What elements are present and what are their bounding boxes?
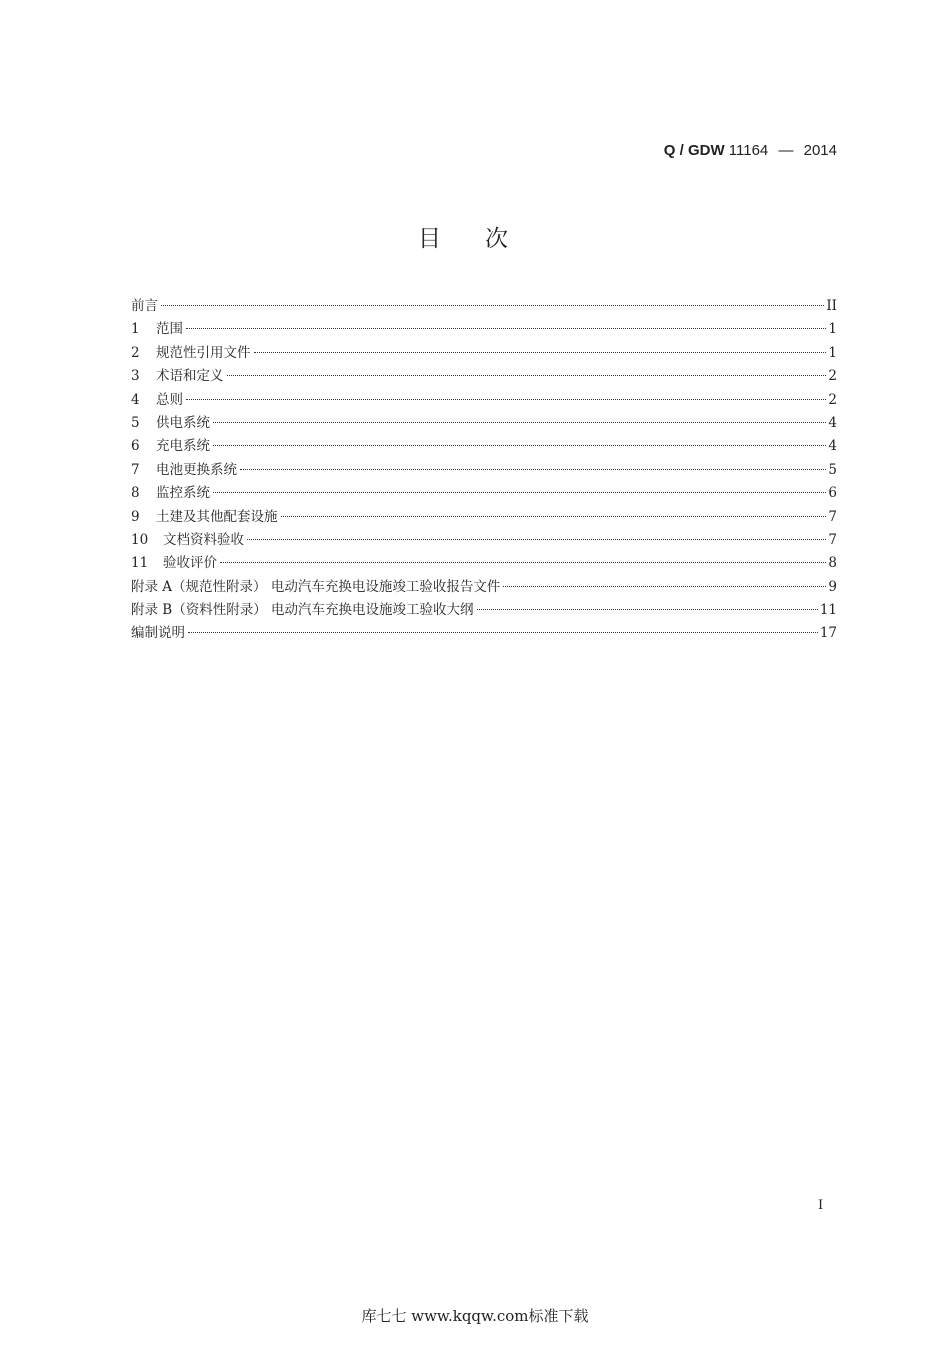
toc-entry-label: 土建及其他配套设施 xyxy=(156,508,278,525)
toc-dot-leader xyxy=(247,539,826,540)
toc-entry-4[interactable] xyxy=(131,389,837,412)
toc-entry-label: 验收评价 xyxy=(163,555,217,572)
toc-entry-label: 供电系统 xyxy=(156,414,210,431)
toc-entry-label: 总则 xyxy=(156,391,183,408)
toc-entry-label: 文档资料验收 xyxy=(163,531,244,548)
toc-entry-page: 6 xyxy=(828,485,837,502)
standard-separator: — xyxy=(778,142,794,159)
toc-entry-8[interactable] xyxy=(131,482,837,505)
toc-entry-compilation-notes[interactable] xyxy=(131,622,837,645)
toc-entry-page: 5 xyxy=(828,461,837,478)
toc-entry-label: 前言 xyxy=(131,298,158,314)
toc-title: 目次 xyxy=(418,226,552,252)
toc-entry-page: 1 xyxy=(828,344,837,361)
toc-dot-leader xyxy=(240,469,826,470)
toc-dot-leader xyxy=(186,399,826,400)
toc-dot-leader xyxy=(213,422,826,423)
toc-entry-page: 7 xyxy=(828,531,837,548)
toc-entry-foreword[interactable] xyxy=(131,295,837,318)
toc-entry-page: 17 xyxy=(819,625,837,642)
toc-entry-number: 8 xyxy=(131,485,140,502)
toc-entry-3[interactable] xyxy=(131,365,837,388)
toc-dot-leader xyxy=(213,492,826,493)
toc-entry-number: 7 xyxy=(131,461,140,478)
toc-entry-page: 11 xyxy=(819,602,837,619)
toc-entry-number: 6 xyxy=(131,438,140,455)
toc-entry-number: 10 xyxy=(131,531,149,548)
toc-entry-number: 2 xyxy=(131,344,140,361)
page-number: I xyxy=(818,1198,824,1213)
toc-entry-appendix-b[interactable] xyxy=(131,599,837,622)
toc-entry-label: 充电系统 xyxy=(156,438,210,455)
toc-entry-page: 1 xyxy=(828,321,837,338)
toc-entry-page: 8 xyxy=(828,555,837,572)
standard-year: 2014 xyxy=(803,142,837,159)
toc-entry-7[interactable] xyxy=(131,459,837,482)
toc-entry-number: 3 xyxy=(131,368,140,385)
table-of-contents xyxy=(131,295,837,646)
toc-entry-11[interactable] xyxy=(131,552,837,575)
toc-entry-5[interactable] xyxy=(131,412,837,435)
toc-entry-number: 1 xyxy=(131,321,140,338)
toc-entry-page: 2 xyxy=(828,391,837,408)
toc-entry-page: 4 xyxy=(828,438,837,455)
toc-dot-leader xyxy=(227,375,827,376)
standard-number: 11164 xyxy=(728,142,769,159)
toc-dot-leader xyxy=(186,328,826,329)
toc-entry-1[interactable] xyxy=(131,318,837,341)
toc-entry-10[interactable] xyxy=(131,529,837,552)
toc-entry-number: 11 xyxy=(131,555,149,572)
toc-entry-label: 术语和定义 xyxy=(156,368,224,385)
toc-dot-leader xyxy=(161,305,824,306)
toc-entry-label: 编制说明 xyxy=(131,625,185,642)
standard-code xyxy=(664,142,837,159)
toc-entry-number: 5 xyxy=(131,414,140,431)
toc-entry-label: 附录 B（资料性附录） 电动汽车充换电设施竣工验收大纲 xyxy=(131,602,474,619)
toc-entry-2[interactable] xyxy=(131,342,837,365)
toc-entry-number: 4 xyxy=(131,391,140,408)
toc-entry-number: 9 xyxy=(131,508,140,525)
toc-dot-leader xyxy=(281,516,827,517)
toc-entry-page: 4 xyxy=(828,414,837,431)
toc-entry-label: 电池更换系统 xyxy=(156,461,237,478)
toc-entry-page: 9 xyxy=(828,578,837,595)
toc-entry-label: 规范性引用文件 xyxy=(156,344,251,361)
standard-prefix: Q / GDW xyxy=(663,142,725,159)
toc-entry-page: II xyxy=(826,298,837,314)
toc-dot-leader xyxy=(254,352,827,353)
toc-entry-label: 附录 A（规范性附录） 电动汽车充换电设施竣工验收报告文件 xyxy=(131,578,501,595)
toc-dot-leader xyxy=(220,562,826,563)
toc-dot-leader xyxy=(188,632,818,633)
toc-dot-leader xyxy=(213,445,826,446)
footer-watermark-text: 库七七 www.kqqw.com标准下载 xyxy=(361,1307,589,1325)
toc-entry-6[interactable] xyxy=(131,435,837,458)
toc-entry-label: 范围 xyxy=(156,321,183,338)
toc-entry-appendix-a[interactable] xyxy=(131,576,837,599)
toc-entry-9[interactable] xyxy=(131,506,837,529)
toc-dot-leader xyxy=(503,586,826,587)
toc-entry-page: 7 xyxy=(828,508,837,525)
toc-entry-page: 2 xyxy=(828,368,837,385)
toc-entry-label: 监控系统 xyxy=(156,485,210,502)
toc-dot-leader xyxy=(477,609,818,610)
